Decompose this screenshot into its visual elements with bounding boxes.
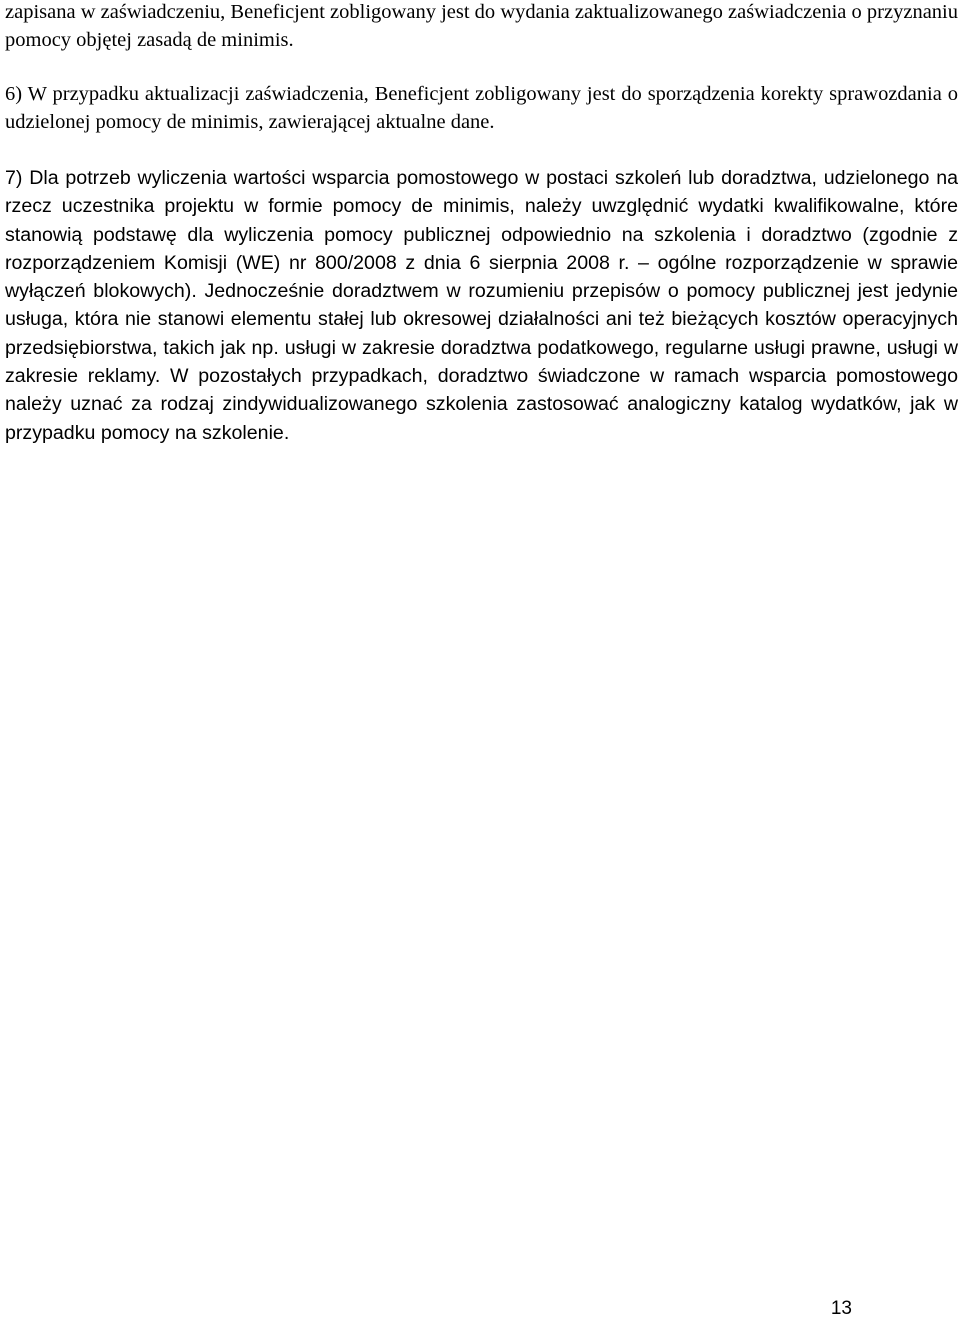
paragraph-continuation: zapisana w zaświadczeniu, Beneficjent zobligowany jest do wydania zaktualizowanego zaświadczenia o przyznaniu pomocy objętej zasadą de minimis. xyxy=(5,1,958,52)
page-number: 13 xyxy=(830,1298,852,1319)
paragraph-item-6: 6) W przypadku aktualizacji zaświadczenia, Beneficjent zobligowany jest do sporządzenia korekty sprawozdania o udzielonej pomocy de minimis, zawierającej aktualne dane. xyxy=(5,83,958,134)
paragraph-item-7: 7) Dla potrzeb wyliczenia wartości wsparcia pomostowego w postaci szkoleń lub doradztwa, udzielonego na rzecz uczestnika projektu w formie pomocy de minimis, należy uwzględnić wydatki kwalifikowalne, które stanowią podstawę dla wyliczenia pomocy publicznej odpowiednio na szkolenia i doradztwo (zgodnie z rozporządzeniem Komisji (WE) nr 800/2008 z dnia 6 sierpnia 2008 r. – ogólne rozporządzenie w sprawie wyłączeń blokowych). Jednocześnie doradztwem w rozumieniu przepisów o pomocy publicznej jest jedynie usługa, która nie stanowi elementu stałej lub okresowej działalności ani też bieżących kosztów operacyjnych przedsiębiorstwa, takich jak np. usługi w zakresie doradztwa podatkowego, regularne usługi prawne, usługi w zakresie reklamy. W pozostałych przypadkach, doradztwo świadczone w ramach wsparcia pomostowego należy uznać za rodzaj zindywidualizowanego szkolenia zastosować analogiczny katalog wydatków, jak w przypadku pomocy na szkolenie. xyxy=(5,167,958,444)
